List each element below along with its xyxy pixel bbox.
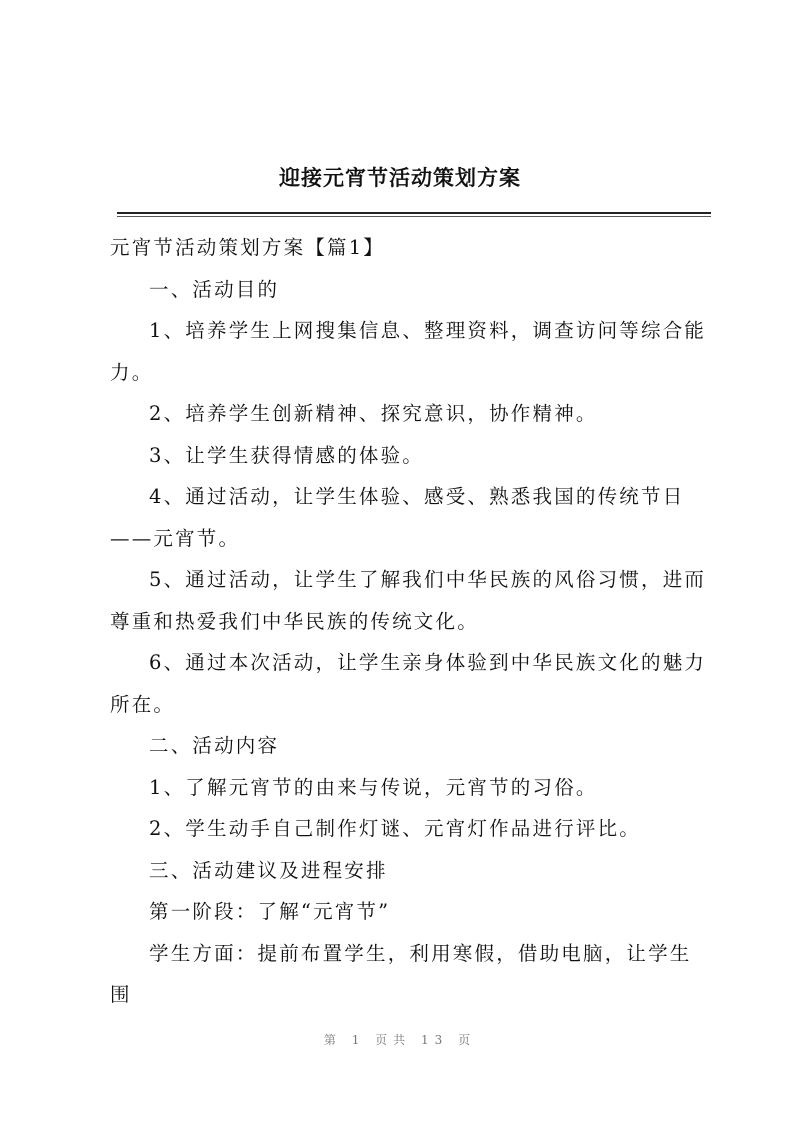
paragraph: 一、活动目的: [149, 277, 280, 301]
title-divider-thin: [117, 216, 711, 217]
paragraph: 6、通过本次活动，让学生亲身体验到中华民族文化的魅力所在。: [110, 651, 707, 716]
paragraph: 2、学生动手自己制作灯谜、元宵灯作品进行评比。: [149, 817, 642, 840]
page-footer: 第 1 页共 13 页: [323, 1033, 477, 1047]
document-body: [110, 227, 710, 1016]
title-divider: [117, 212, 711, 214]
paragraph: 二、活动内容: [149, 734, 280, 757]
paragraph: 1、了解元宵节的由来与传说，元宵节的习俗。: [149, 775, 598, 799]
paragraph: 4、通过活动，让学生体验、感受、熟悉我国的传统节日——元宵节。: [110, 485, 685, 550]
paragraph: 1、培养学生上网搜集信息、整理资料，调查访问等综合能力。: [110, 319, 707, 384]
section-heading: 元宵节活动策划方案【篇1】: [110, 236, 386, 259]
paragraph: 三、活动建议及进程安排: [149, 858, 388, 882]
paragraph: 学生方面：提前布置学生，利用寒假，借助电脑，让学生围: [110, 941, 692, 1006]
paragraph: 5、通过活动，让学生了解我们中华民族的风俗习惯，进而尊重和热爱我们中华民族的传统文化。: [110, 568, 707, 633]
paragraph: 第一阶段：了解“元宵节”: [149, 900, 391, 923]
document-title: 迎接元宵节活动策划方案: [279, 165, 521, 190]
paragraph: 2、培养学生创新精神、探究意识，协作精神。: [149, 402, 598, 425]
paragraph: 3、让学生获得情感的体验。: [149, 443, 425, 467]
